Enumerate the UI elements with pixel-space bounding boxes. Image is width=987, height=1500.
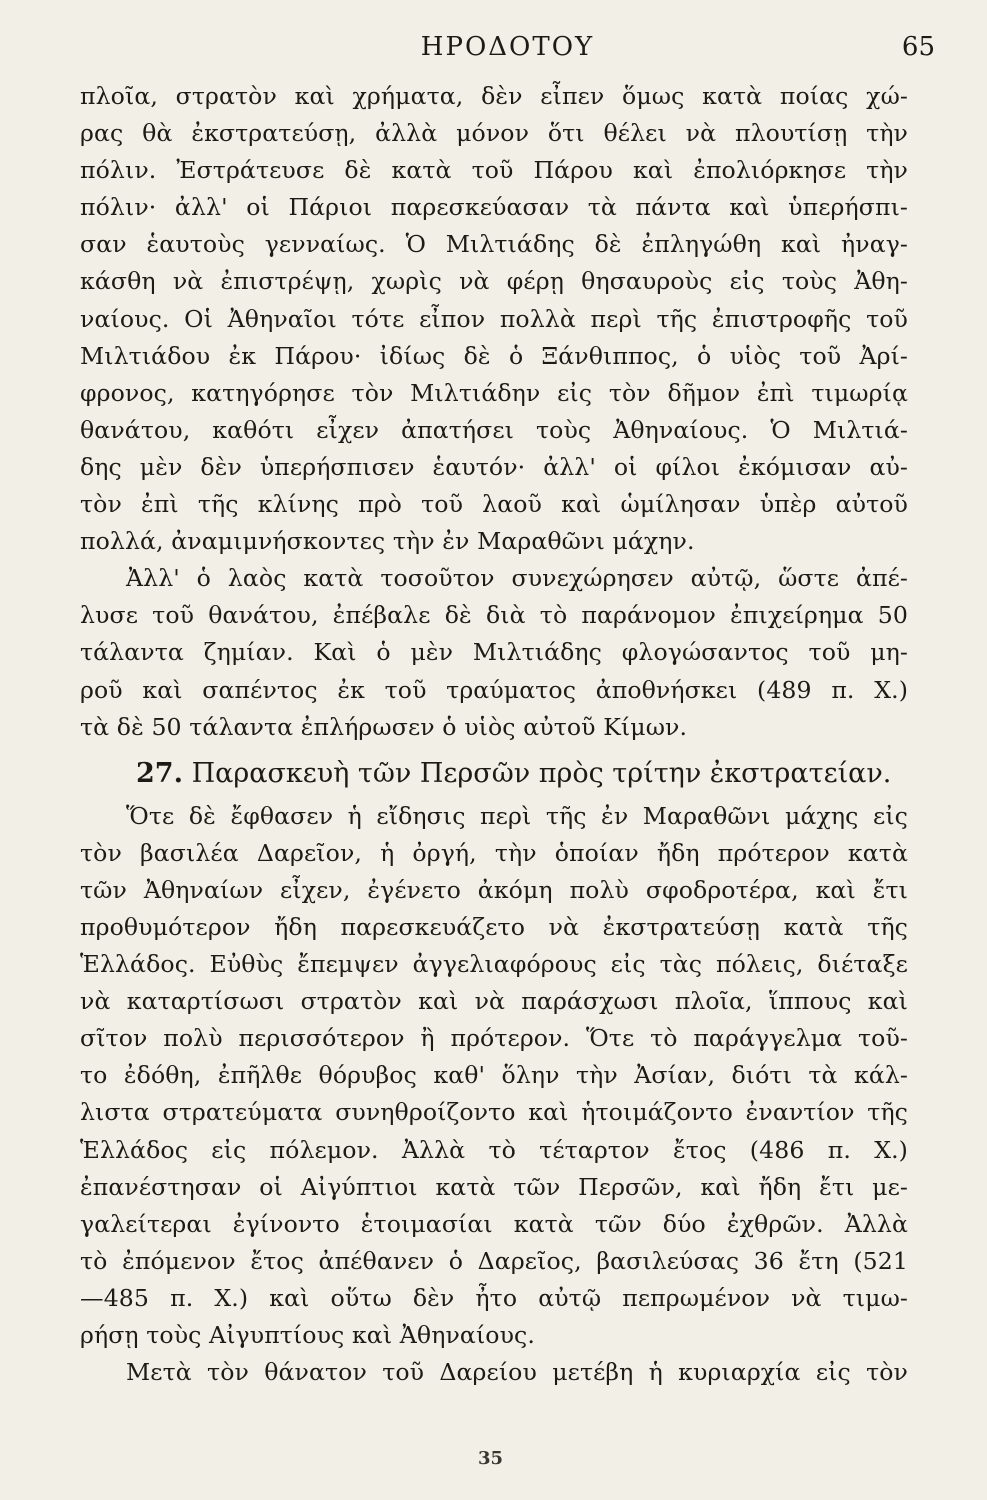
text-line: σαν ἑαυτοὺς γενναίως. Ὁ Μιλτιάδης δὲ ἐπληγώθη καὶ ἠναγ- [80,230,908,259]
text-line: —485 π. Χ.) καὶ οὕτω δὲν ἦτο αὐτῷ πεπρωμένον νὰ τιμω- [80,1283,908,1312]
signature-mark: 35 [478,1448,504,1469]
text-line: τὰ δὲ 50 τάλαντα ἐπλήρωσεν ὁ υἱὸς αὐτοῦ Κίμων. [80,712,688,741]
text-line: Ἑλλάδος εἰς πόλεμον. Ἀλλὰ τὸ τέταρτον ἔτος (486 π. Χ.) [80,1135,908,1164]
text-line: κάσθη νὰ ἐπιστρέψῃ, χωρὶς νὰ φέρῃ θησαυροὺς εἰς τοὺς Ἀθη- [80,267,908,296]
text-line: τὸν βασιλέα Δαρεῖον, ἡ ὀργή, τὴν ὁποίαν ἤδη πρότερον κατὰ [80,838,908,867]
text-line: Ἑλλάδος. Εὐθὺς ἔπεμψεν ἀγγελιαφόρους εἰς τὰς πόλεις, διέταξε [80,950,908,979]
text-line: τὸ ἐπόμενον ἔτος ἀπέθανεν ὁ Δαρεῖος, βασιλεύσας 36 ἔτη (521 [80,1246,908,1275]
text-line: πολλά, ἀναμιμνήσκοντες τὴν ἐν Μαραθῶνι μάχην. [80,527,695,556]
text-line: το ἐδόθη, ἐπῆλθε θόρυβος καθ' ὅλην τὴν Ἀσίαν, διότι τὰ κάλ- [80,1061,908,1090]
section-number: 27. [136,757,183,789]
text-line: ρας θὰ ἐκστρατεύσῃ, ἀλλὰ μόνον ὅτι θέλει νὰ πλουτίσῃ τὴν [80,119,908,148]
text-line: πλοῖα, στρατὸν καὶ χρήματα, δὲν εἶπεν ὅμως κατὰ ποίας χώ- [80,82,908,110]
text-line: ρήσῃ τοὺς Αἰγυπτίους καὶ Ἀθηναίους. [80,1321,535,1349]
section-heading [80,752,908,796]
text-line: λιστα στρατεύματα συνηθροίζοντο καὶ ἡτοιμάζοντο ἐναντίον τῆς [80,1098,908,1127]
text-line: Ὅτε δὲ ἔφθασεν ἡ εἴδησις περὶ τῆς ἐν Μαραθῶνι μάχης εἰς [126,801,908,830]
text-line: ροῦ καὶ σαπέντος ἐκ τοῦ τραύματος ἀποθνήσκει (489 π. Χ.) [80,675,908,704]
text-line: σῖτον πολὺ περισσότερον ἢ πρότερον. Ὅτε τὸ παράγγελμα τοῦ- [80,1024,908,1053]
text-line: τὸν ἐπὶ τῆς κλίνης πρὸ τοῦ λαοῦ καὶ ὡμίλησαν ὑπὲρ αὐτοῦ [80,490,908,519]
running-title: ΗΡΟΔΟΤΟΥ [420,32,595,62]
text-line: Ἀλλ' ὁ λαὸς κατὰ τοσοῦτον συνεχώρησεν αὐτῷ, ὥστε ἀπέ- [126,564,908,593]
text-line: Μετὰ τὸν θάνατον τοῦ Δαρείου μετέβη ἡ κυριαρχία εἰς τὸν [126,1358,908,1387]
text-line: νὰ καταρτίσωσι στρατὸν καὶ νὰ παράσχωσι πλοῖα, ἵππους καὶ [80,987,908,1016]
text-line: προθυμότερον ἤδη παρεσκευάζετο νὰ ἐκστρατεύσῃ κατὰ τῆς [80,912,908,941]
section-title: Παρασκευὴ τῶν Περσῶν πρὸς τρίτην ἐκστρατείαν. [191,757,892,789]
text-line: πόλιν· ἀλλ' οἱ Πάριοι παρεσκεύασαν τὰ πάντα καὶ ὑπερήσπι- [80,193,908,222]
page-number: 65 [901,32,935,62]
text-line: πόλιν. Ἐστράτευσε δὲ κατὰ τοῦ Πάρου καὶ ἐπολιόρκησε τὴν [80,156,908,185]
text-line: Μιλτιάδου ἐκ Πάρου· ἰδίως δὲ ὁ Ξάνθιππος, ὁ υἱὸς τοῦ Ἀρί- [80,341,908,370]
text-line: γαλείτεραι ἐγίνοντο ἑτοιμασίαι κατὰ τῶν δύο ἐχθρῶν. Ἀλλὰ [80,1209,908,1238]
text-line: τῶν Ἀθηναίων εἶχεν, ἐγένετο ἀκόμη πολὺ σφοδροτέρα, καὶ ἔτι [80,875,908,904]
body-text [80,78,908,1391]
text-line: τάλαντα ζημίαν. Καὶ ὁ μὲν Μιλτιάδης φλογώσαντος τοῦ μη- [80,638,908,667]
page-header [80,32,935,76]
text-line: θανάτου, καθότι εἶχεν ἀπατήσει τοὺς Ἀθηναίους. Ὁ Μιλτιά- [80,415,908,444]
text-line: ἐπανέστησαν οἱ Αἰγύπτιοι κατὰ τῶν Περσῶν, καὶ ἤδη ἔτι με- [80,1172,908,1201]
text-line: δης μὲν δὲν ὑπερήσπισεν ἑαυτόν· ἀλλ' οἱ φίλοι ἐκόμισαν αὐ- [80,452,908,481]
text-line: φρονος, κατηγόρησε τὸν Μιλτιάδην εἰς τὸν δῆμον ἐπὶ τιμωρίᾳ [80,378,908,407]
text-line: λυσε τοῦ θανάτου, ἐπέβαλε δὲ διὰ τὸ παράνομον ἐπιχείρημα 50 [80,601,908,630]
text-line: ναίους. Οἱ Ἀθηναῖοι τότε εἶπον πολλὰ περὶ τῆς ἐπιστροφῆς τοῦ [80,304,908,333]
